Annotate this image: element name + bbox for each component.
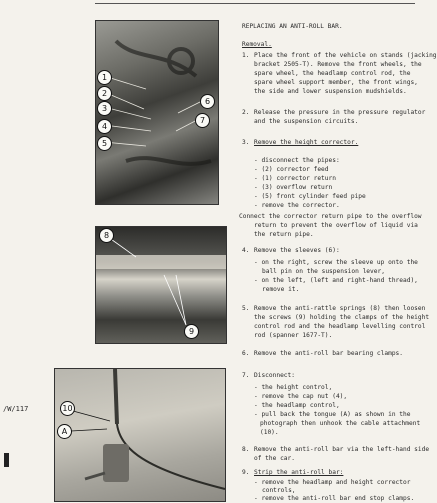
callout-a: A xyxy=(57,424,72,439)
top-rule xyxy=(95,3,415,4)
step-number-2: 2. xyxy=(242,109,250,116)
connect-note-line: return to prevent the overflow of liquid via xyxy=(254,222,418,229)
anti-roll-bar-clamp-photo xyxy=(95,226,227,344)
cable-attachment-photo xyxy=(54,368,226,502)
step5-line: Remove the anti-rattle springs (8) then loosen xyxy=(254,305,426,312)
step4-line: Remove the sleeves (6): xyxy=(254,247,340,254)
step3-item: - (3) overflow return xyxy=(254,184,333,191)
step4-line: - on the left, (left and right-hand thread), xyxy=(254,277,418,284)
step1-line: Place the front of the vehicle on stands (jacking xyxy=(254,52,437,59)
step1-line: bracket 2505-T). Remove the front wheels, the xyxy=(254,61,422,68)
cable-attachment-drawing xyxy=(55,369,225,501)
connect-note-line: the return pipe. xyxy=(254,231,314,238)
callout-2: 2 xyxy=(97,86,112,101)
step3-title: Remove the height corrector. xyxy=(254,139,359,146)
step5-line: control rod and the headlamp levelling control xyxy=(254,323,426,330)
step7-title: Disconnect: xyxy=(254,372,295,379)
callout-9: 9 xyxy=(184,324,199,339)
callout-7: 7 xyxy=(195,113,210,128)
step7-item: - the headlamp control, xyxy=(254,402,340,409)
step9-item: - remove the headlamp and height corrector xyxy=(254,479,411,486)
step3-item: - (5) front cylinder feed pipe xyxy=(254,193,366,200)
step9-item: - remove the anti-roll bar end stop clamps. xyxy=(254,495,415,502)
step7-item: - the height control, xyxy=(254,384,333,391)
step5-line: rod (spanner 1677-T). xyxy=(254,332,333,339)
step1-line: the side and lower suspension mudshields. xyxy=(254,88,407,95)
step6-line: Remove the anti-roll bar bearing clamps. xyxy=(254,350,404,357)
step4-line: - on the right, screw the sleeve up onto the xyxy=(254,259,418,266)
callout-6: 6 xyxy=(200,94,215,109)
step2-line: Release the pressure in the pressure regulator xyxy=(254,109,426,116)
step1-line: spare wheel, the headlamp control rod, the xyxy=(254,70,411,77)
step4-line: ball pin on the suspension lever, xyxy=(262,268,385,275)
callout-3: 3 xyxy=(97,101,112,116)
step5-line: the screws (9) holding the clamps of the height xyxy=(254,314,430,321)
step-number-1: 1. xyxy=(242,52,250,59)
step8-line: of the car. xyxy=(254,455,295,462)
step2-line: and the suspension circuits. xyxy=(254,118,359,125)
section-heading: REPLACING AN ANTI-ROLL BAR. xyxy=(242,23,343,30)
step9-title: Strip the anti-roll bar: xyxy=(254,469,344,476)
step-number-4: 4. xyxy=(242,247,250,254)
step-number-5: 5. xyxy=(242,305,250,312)
step-number-9: 9. xyxy=(242,469,250,476)
step3-item: - (2) corrector feed xyxy=(254,166,329,173)
side-page-code: /W/117 xyxy=(3,405,29,413)
step-number-7: 7. xyxy=(242,372,250,379)
step3-item: - remove the corrector. xyxy=(254,202,340,209)
callout-5: 5 xyxy=(97,136,112,151)
connect-note-line: Connect the corrector return pipe to the overflow xyxy=(239,213,422,220)
step-number-8: 8. xyxy=(242,446,250,453)
step3-item: - (1) corrector return xyxy=(254,175,336,182)
step9-item: controls, xyxy=(262,487,296,494)
page-edge-mark xyxy=(4,453,9,467)
callout-8: 8 xyxy=(99,228,114,243)
step8-line: Remove the anti-roll bar via the left-hand side xyxy=(254,446,430,453)
step3-item: - disconnect the pipes: xyxy=(254,157,340,164)
step7-item: (10). xyxy=(260,429,279,436)
callout-1: 1 xyxy=(97,70,112,85)
step-number-3: 3. xyxy=(242,139,250,146)
step7-item: - pull back the tongue (A) as shown in the xyxy=(254,411,411,418)
step1-line: spare wheel support member, the front wings, xyxy=(254,79,418,86)
step4-line: remove it. xyxy=(262,286,300,293)
step7-item: - remove the cap nut (4), xyxy=(254,393,348,400)
step7-item: photograph then unhook the cable attachment xyxy=(260,420,421,427)
clamp-leader-lines xyxy=(96,227,226,343)
removal-heading: Removal. xyxy=(242,41,272,48)
engine-bay-photo xyxy=(95,20,219,205)
callout-10: 10 xyxy=(60,401,75,416)
step-number-6: 6. xyxy=(242,350,250,357)
callout-4: 4 xyxy=(97,119,112,134)
